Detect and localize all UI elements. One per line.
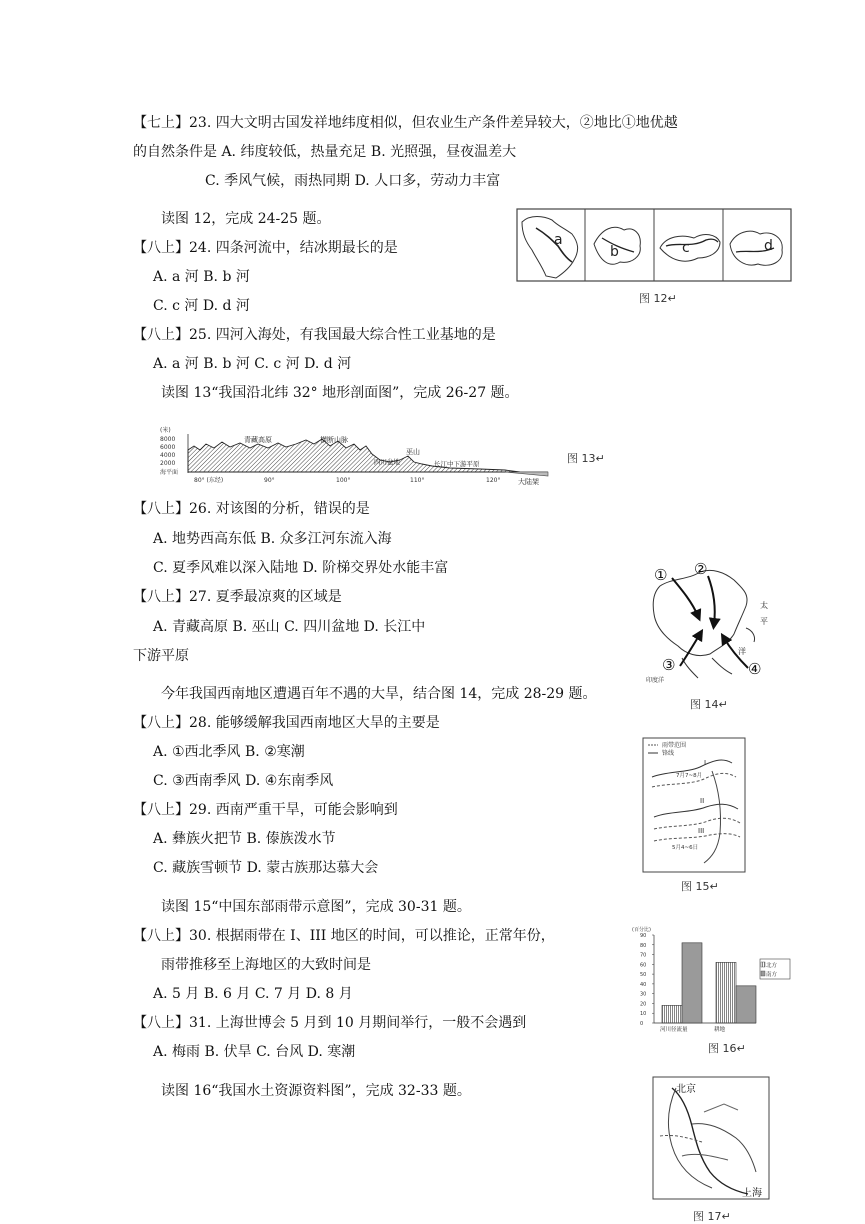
fig14-ocean-label: 太 [760,601,768,610]
fig13-ytick: 8000 [160,436,176,443]
fig17-city-beijing: 北京 [676,1084,696,1095]
fig13-ytick: 6000 [160,444,176,451]
q25-stem: 【八上】25. 四河入海处，有我国最大综合性工业基地的是 [133,327,496,343]
q29-stem: 【八上】29. 西南严重干旱，可能会影响到 [133,802,398,818]
q31-options: A. 梅雨 B. 伏旱 C. 台风 D. 寒潮 [153,1044,356,1060]
fig15-zone-2: II [700,797,705,805]
fig16-ytick: 80 [640,942,647,949]
fig12-label-d: d [764,238,773,254]
fig14-sea-label: 印度洋 [646,677,665,684]
fig16-ytick: 90 [640,933,647,939]
q26-options-ab: A. 地势西高东低 B. 众多江河东流入海 [153,531,392,547]
fig13-region: 长江中下游平原 [434,460,480,468]
fig15-zone-3: III [698,827,705,835]
q27-stem: 【八上】27. 夏季最凉爽的区域是 [133,589,342,605]
fig14-ocean-label: 平 [760,617,768,626]
fig16-ytick: 50 [640,972,647,979]
fig13-unit: (米) [160,427,171,434]
fig12-label-a: a [554,232,563,248]
fig15-zone-1: I [704,759,707,767]
fig13-ytick: 2000 [160,460,176,467]
fig13-region: 巫山 [406,448,420,456]
fig13-ytick: 4000 [160,452,176,459]
read-fig14: 今年我国西南地区遭遇百年不遇的大旱，结合图 14，完成 28-29 题。 [161,686,597,702]
figure-15-caption: 图 15↵ [681,880,719,893]
fig14-ocean-label: 洋 [738,647,746,656]
fig15-legend-range: 雨带范围 [662,742,687,749]
q27-options: A. 青藏高原 B. 巫山 C. 四川盆地 D. 长江中 [153,619,426,635]
fig13-xtick: 80° (东经) [194,477,224,484]
fig13-xtick: 100° [336,477,351,484]
q26-stem: 【八上】26. 对该图的分析，错误的是 [133,501,370,517]
q28-options-ab: A. ①西北季风 B. ②寒潮 [153,744,305,760]
fig12-label-c: c [682,240,690,256]
q27-options-wrap: 下游平原 [133,648,189,664]
q23-line2: 的自然条件是 A. 纬度较低，热量充足 B. 光照强，昼夜温差大 [133,144,517,160]
fig13-xtick: 110° [410,477,425,484]
q30-line1: 【八上】30. 根据雨带在 I、III 地区的时间，可以推论，正常年份， [133,928,555,944]
figure-13-terrain-profile [160,426,580,488]
fig16-bar [716,962,736,1023]
fig16-ytick: 0 [640,1021,644,1027]
q28-options-cd: C. ③西南季风 D. ④东南季风 [153,773,334,789]
fig12-label-b: b [610,244,619,260]
fig16-ytick: 60 [640,962,647,969]
q29-options-ab: A. 彝族火把节 B. 傣族泼水节 [153,831,336,847]
figure-17-caption: 图 17↵ [693,1210,731,1223]
fig13-xtick: 120° [486,477,501,484]
q24-options-ab: A. a 河 B. b 河 [153,269,250,285]
fig13-region: 青藏高原 [244,436,272,444]
q31-stem: 【八上】31. 上海世博会 5 月到 10 月期间举行，一般不会遇到 [133,1015,527,1031]
fig16-ytick: 40 [640,981,647,988]
q25-options: A. a 河 B. b 河 C. c 河 D. d 河 [153,356,352,372]
fig16-legend-south: 南方 [766,972,778,978]
q26-options-cd: C. 夏季风难以深入陆地 D. 阶梯交界处水能丰富 [153,560,449,576]
figure-14-monsoon-map [642,558,778,690]
q24-stem: 【八上】24. 四条河流中，结冰期最长的是 [133,240,398,256]
fig14-marker-3: ③ [662,656,676,674]
fig15-date-1: 7月7~8月 [676,773,703,779]
fig13-region: 横断山脉 [320,436,348,444]
read-fig13: 读图 13“我国沿北纬 32° 地形剖面图”，完成 26-27 题。 [161,385,519,401]
q24-options-cd: C. c 河 D. d 河 [153,298,250,314]
fig16-ytick: 70 [640,952,647,959]
q23-line3: C. 季风气候，雨热同期 D. 人口多，劳动力丰富 [205,173,501,189]
fig16-ytick: 20 [640,1001,647,1008]
fig16-unit: (百分比) [632,927,651,933]
fig13-xtick: 90° [264,477,275,484]
fig14-marker-2: ② [694,560,708,578]
fig14-marker-1: ① [654,566,668,584]
fig13-region: 大陆架 [518,478,539,486]
figure-15-rainbelt-map [642,737,746,873]
figure-16-water-land-chart [632,925,792,1039]
fig14-marker-4: ④ [748,660,762,678]
fig15-date-2: 5月4~6日 [672,845,699,851]
fig17-city-shanghai: 上海 [742,1188,762,1199]
q29-options-cd: C. 藏族雪顿节 D. 蒙古族那达慕大会 [153,860,379,876]
figure-16-caption: 图 16↵ [708,1042,746,1055]
figure-13-caption: 图 13↵ [567,452,605,465]
q28-stem: 【八上】28. 能够缓解我国西南地区大旱的主要是 [133,715,440,731]
figure-14-caption: 图 14↵ [690,698,728,711]
figure-12-caption: 图 12↵ [639,292,677,305]
q23-line1: 【七上】23. 四大文明古国发祥地纬度相似，但农业生产条件差异较大，②地比①地优越 [133,115,678,131]
read-fig16: 读图 16“我国水土资源资料图”，完成 32-33 题。 [161,1083,471,1099]
q30-line2: 雨带推移至上海地区的大致时间是 [161,957,371,973]
fig16-bar [682,943,702,1023]
figure-17-map [652,1076,770,1200]
fig16-ytick: 30 [640,991,647,998]
fig13-sea-level: 海平面 [160,469,179,476]
fig16-legend-north: 北方 [766,963,778,969]
read-fig15: 读图 15“中国东部雨带示意图”，完成 30-31 题。 [161,899,471,915]
fig15-legend-front: 锋线 [662,750,675,757]
q30-options: A. 5 月 B. 6 月 C. 7 月 D. 8 月 [153,986,353,1002]
fig13-region: 四川盆地 [374,458,400,466]
fig16-ytick: 10 [640,1011,647,1018]
figure-12-rivers [516,208,792,284]
read-fig12: 读图 12，完成 24-25 题。 [161,211,331,227]
fig16-bar [662,1005,682,1023]
fig16-bar [736,986,756,1023]
fig16-category: 耕地 [714,1027,726,1033]
fig16-category: 河川径流量 [660,1027,688,1033]
